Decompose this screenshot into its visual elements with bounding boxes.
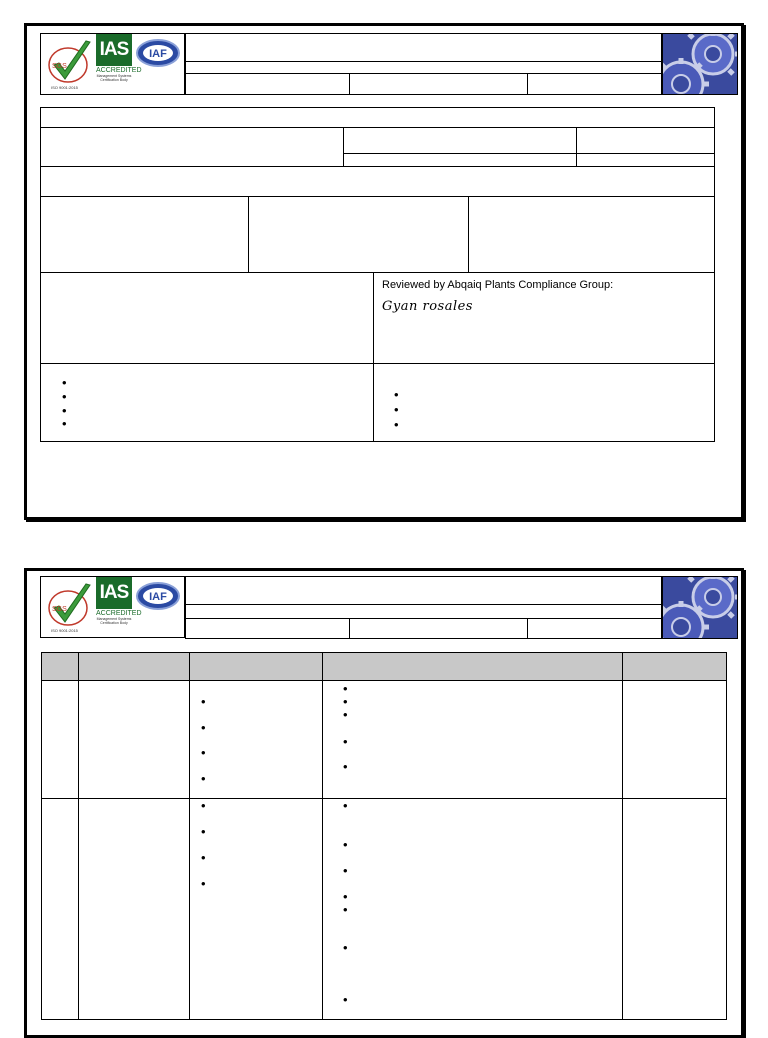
- header-doc-no-cell: [185, 73, 350, 95]
- ias-logo: [96, 577, 142, 637]
- svg-text:IAF: IAF: [149, 591, 167, 603]
- ias-logo-text: IAS: [96, 34, 132, 66]
- table-cell: [322, 680, 623, 799]
- table-cell: [78, 798, 190, 1020]
- table-header-col-5: [622, 652, 727, 681]
- logo-block-2: [40, 576, 185, 638]
- certification-check-logo: [44, 37, 96, 91]
- list-bullet: •: [201, 850, 206, 865]
- reviewer-signature: Gyan rosales: [382, 299, 473, 314]
- svg-text:IAF: IAF: [149, 48, 167, 60]
- list-bullet: •: [343, 694, 348, 709]
- iaf-logo: [135, 38, 181, 68]
- table-cell: [189, 798, 323, 1020]
- table-cell: [622, 680, 727, 799]
- form-col-3: [468, 196, 715, 273]
- gear-icon: [663, 34, 738, 95]
- gear-logo-1: [662, 33, 738, 95]
- list-bullet: •: [394, 417, 399, 432]
- list-bullet: •: [394, 387, 399, 402]
- list-bullet: •: [343, 837, 348, 852]
- header-doc-no-cell: [185, 618, 350, 639]
- list-bullet: •: [343, 940, 348, 955]
- form-field-c: [343, 153, 577, 167]
- table-header-col-3: [189, 652, 323, 681]
- form-field-d: [576, 153, 715, 167]
- table-header-col-4: [322, 652, 623, 681]
- header-page-cell: [527, 618, 662, 639]
- header-rev-cell: [349, 73, 528, 95]
- list-bullet: •: [201, 745, 206, 760]
- header-page-cell: [527, 73, 662, 95]
- ias-logo-caption: ACCREDITED: [96, 610, 142, 617]
- form-field-b: [576, 127, 715, 154]
- svg-text:SGS: SGS: [52, 63, 67, 70]
- svg-text:ISO 9001:2015: ISO 9001:2015: [51, 85, 78, 90]
- reviewed-by-label: Reviewed by Abqaiq Plants Compliance Group:: [382, 279, 614, 291]
- list-bullet: •: [62, 416, 67, 431]
- ias-logo-caption: ACCREDITED: [96, 67, 142, 74]
- prepared-by-cell: [40, 272, 374, 364]
- iaf-logo: [135, 581, 181, 611]
- certification-check-logo: [44, 580, 96, 634]
- list-bullet: •: [62, 389, 67, 404]
- list-bullet: •: [343, 759, 348, 774]
- list-bullet: •: [343, 798, 348, 813]
- bullets-right-cell: [373, 363, 715, 442]
- list-bullet: •: [62, 403, 67, 418]
- form-name-cell: [40, 127, 344, 167]
- gear-icon: [663, 577, 738, 639]
- list-bullet: •: [343, 707, 348, 722]
- form-col-1: [40, 196, 249, 273]
- form-title-row: [40, 107, 715, 128]
- header-subtitle-cell: [185, 604, 662, 619]
- table-row: [41, 680, 79, 799]
- svg-text:ISO 9001:2015: ISO 9001:2015: [51, 628, 78, 633]
- header-title-cell: [185, 576, 662, 605]
- svg-text:SGS: SGS: [52, 606, 67, 613]
- header-rev-cell: [349, 618, 528, 639]
- ias-logo-subcaption: Management Systems Certification Body: [96, 74, 132, 82]
- table-cell: [189, 680, 323, 799]
- list-bullet: •: [343, 889, 348, 904]
- list-bullet: •: [201, 824, 206, 839]
- table-row: [41, 798, 79, 1020]
- list-bullet: •: [62, 375, 67, 390]
- list-bullet: •: [343, 992, 348, 1007]
- form-section-row: [40, 166, 715, 197]
- ias-logo-subcaption: Management Systems Certification Body: [96, 617, 132, 625]
- list-bullet: •: [343, 681, 348, 696]
- list-bullet: •: [201, 694, 206, 709]
- list-bullet: •: [201, 771, 206, 786]
- gear-logo-2: [662, 576, 738, 639]
- reviewed-by-cell: [373, 272, 715, 364]
- logo-block-1: [40, 33, 185, 95]
- ias-logo: [96, 34, 142, 94]
- table-header-no: [41, 652, 79, 681]
- bullets-left-cell: [40, 363, 374, 442]
- list-bullet: •: [201, 876, 206, 891]
- header-title-cell: [185, 33, 662, 62]
- list-bullet: •: [201, 798, 206, 813]
- list-bullet: •: [343, 863, 348, 878]
- list-bullet: •: [201, 720, 206, 735]
- table-header-col-2: [78, 652, 190, 681]
- list-bullet: •: [343, 902, 348, 917]
- form-col-2: [248, 196, 469, 273]
- table-cell: [78, 680, 190, 799]
- table-cell: [622, 798, 727, 1020]
- list-bullet: •: [394, 402, 399, 417]
- form-field-a: [343, 127, 577, 154]
- list-bullet: •: [343, 734, 348, 749]
- table-cell: [322, 798, 623, 1020]
- ias-logo-text: IAS: [96, 577, 132, 609]
